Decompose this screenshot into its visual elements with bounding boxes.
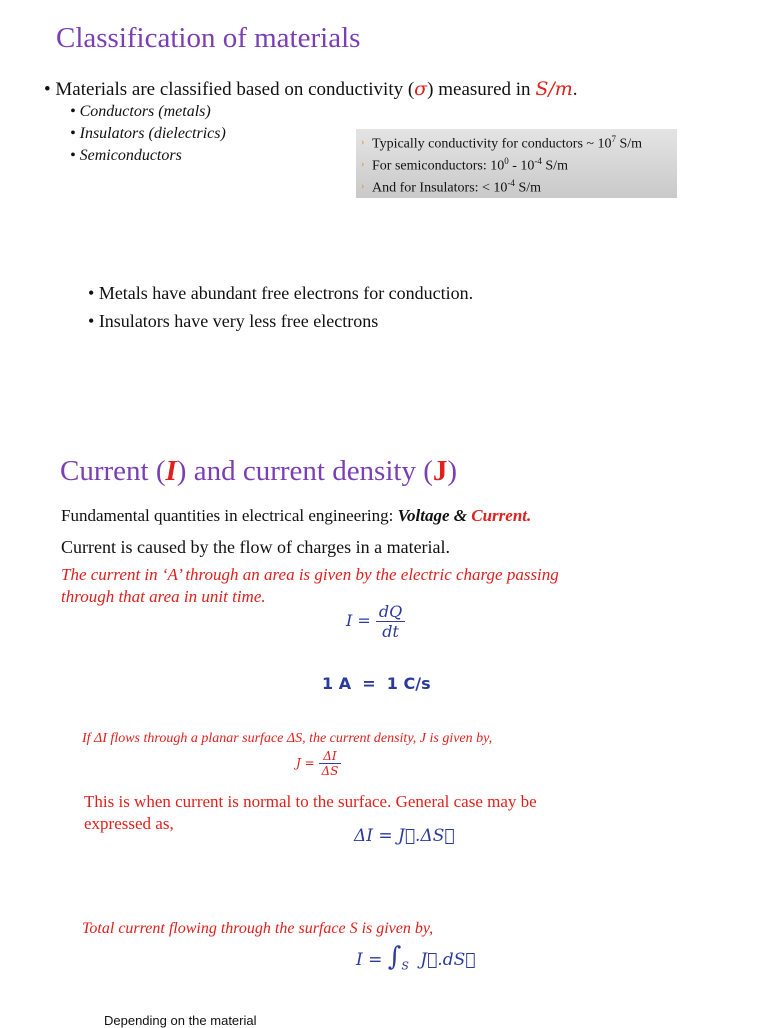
- definition-line2: through that area in unit time.: [61, 587, 266, 606]
- unit-symbol: S/m: [535, 78, 573, 100]
- equation-general: ΔI = J⃗.ΔS⃗: [354, 826, 455, 846]
- section1-title: Classification of materials: [56, 22, 361, 54]
- fund-voltage: Voltage &: [397, 506, 472, 525]
- planar-text: If ΔI flows through a planar surface ΔS, the current density, J is given by,: [82, 731, 493, 746]
- bullet-text-pre: Materials are classified based on conductivity (: [55, 79, 415, 100]
- equation-unit: 1 A = 1 C/s: [322, 674, 431, 693]
- integral-subscript: S: [401, 959, 409, 973]
- title-part: ) and current density (: [176, 455, 433, 487]
- box-row-insulators: [361, 178, 542, 197]
- subitem-insulators: • Insulators (dielectrics): [70, 125, 226, 142]
- point-metals: • Metals have abundant free electrons for conduction.: [88, 283, 474, 303]
- equation-integral: [356, 942, 475, 972]
- integral-symbol: ∫: [387, 942, 402, 972]
- section2-title: [60, 455, 457, 488]
- box-unit: S/m: [514, 180, 542, 196]
- conductivity-box: [356, 129, 677, 198]
- numerator: ΔI: [319, 749, 342, 764]
- fraction: [319, 749, 342, 778]
- equation-density: [296, 749, 341, 778]
- subitem-label: Conductors (metals): [79, 103, 211, 120]
- footer-text: Depending on the material: [104, 1013, 257, 1028]
- conductivity-bullet: [44, 78, 578, 101]
- current-caused-text: Current is caused by the flow of charges in a material.: [61, 537, 451, 557]
- title-part: Current (: [60, 455, 166, 487]
- box-text: And for Insulators: < 10: [372, 180, 508, 196]
- arrow-icon: ›: [361, 181, 365, 192]
- box-sup: 0: [504, 156, 509, 166]
- subitem-semiconductors: • Semiconductors: [70, 147, 182, 164]
- fraction: [376, 602, 405, 641]
- box-row-conductors: [361, 134, 643, 153]
- bullet-text-mid: ) measured in: [427, 79, 536, 100]
- box-text-mid: - 10: [508, 158, 535, 174]
- box-text: For semiconductors: 10: [372, 158, 505, 174]
- denominator: dt: [382, 622, 399, 641]
- subitem-label: Insulators (dielectrics): [79, 125, 226, 142]
- fund-current: Current.: [471, 506, 532, 525]
- equation-current: [346, 602, 405, 641]
- definition-line1: The current in ‘A’ through an area is given by the electric charge passing: [61, 565, 559, 584]
- box-sup: 7: [611, 134, 616, 144]
- point-text: Insulators have very less free electrons: [98, 311, 379, 331]
- subitem-label: Semiconductors: [79, 147, 182, 164]
- box-row-semiconductors: [361, 156, 568, 175]
- eq-rhs: J⃗.dS⃗: [420, 950, 476, 970]
- box-unit: S/m: [541, 158, 568, 174]
- fundamental-quantities: [61, 506, 531, 526]
- title-symbol-J: J: [432, 455, 448, 487]
- box-text: Typically conductivity for conductors ~ 10: [372, 136, 612, 152]
- subitem-conductors: • Conductors (metals): [70, 103, 211, 120]
- eq-lhs: I =: [356, 950, 383, 970]
- total-current-text: Total current flowing through the surface S is given by,: [82, 920, 434, 937]
- fund-text: Fundamental quantities in electrical engineering:: [61, 506, 398, 525]
- sigma-symbol: σ: [414, 78, 428, 100]
- denominator: ΔS: [321, 764, 339, 778]
- box-sup: -4: [534, 156, 542, 166]
- eq-lhs: I =: [346, 611, 371, 630]
- bullet-text-post: .: [572, 79, 578, 100]
- bullet-dot: •: [44, 79, 56, 100]
- point-insulators: • Insulators have very less free electrons: [88, 311, 379, 331]
- title-symbol-I: I: [165, 455, 177, 487]
- numerator: dQ: [376, 602, 405, 622]
- eq-lhs: J =: [296, 756, 315, 770]
- normal-line2: expressed as,: [84, 814, 174, 833]
- normal-line1: This is when current is normal to the surface. General case may be: [84, 792, 537, 811]
- arrow-icon: ›: [361, 159, 365, 170]
- box-unit: S/m: [615, 136, 643, 152]
- arrow-icon: ›: [361, 137, 365, 148]
- point-text: Metals have abundant free electrons for conduction.: [98, 283, 474, 303]
- box-sup: -4: [507, 178, 515, 188]
- title-part: ): [447, 455, 458, 487]
